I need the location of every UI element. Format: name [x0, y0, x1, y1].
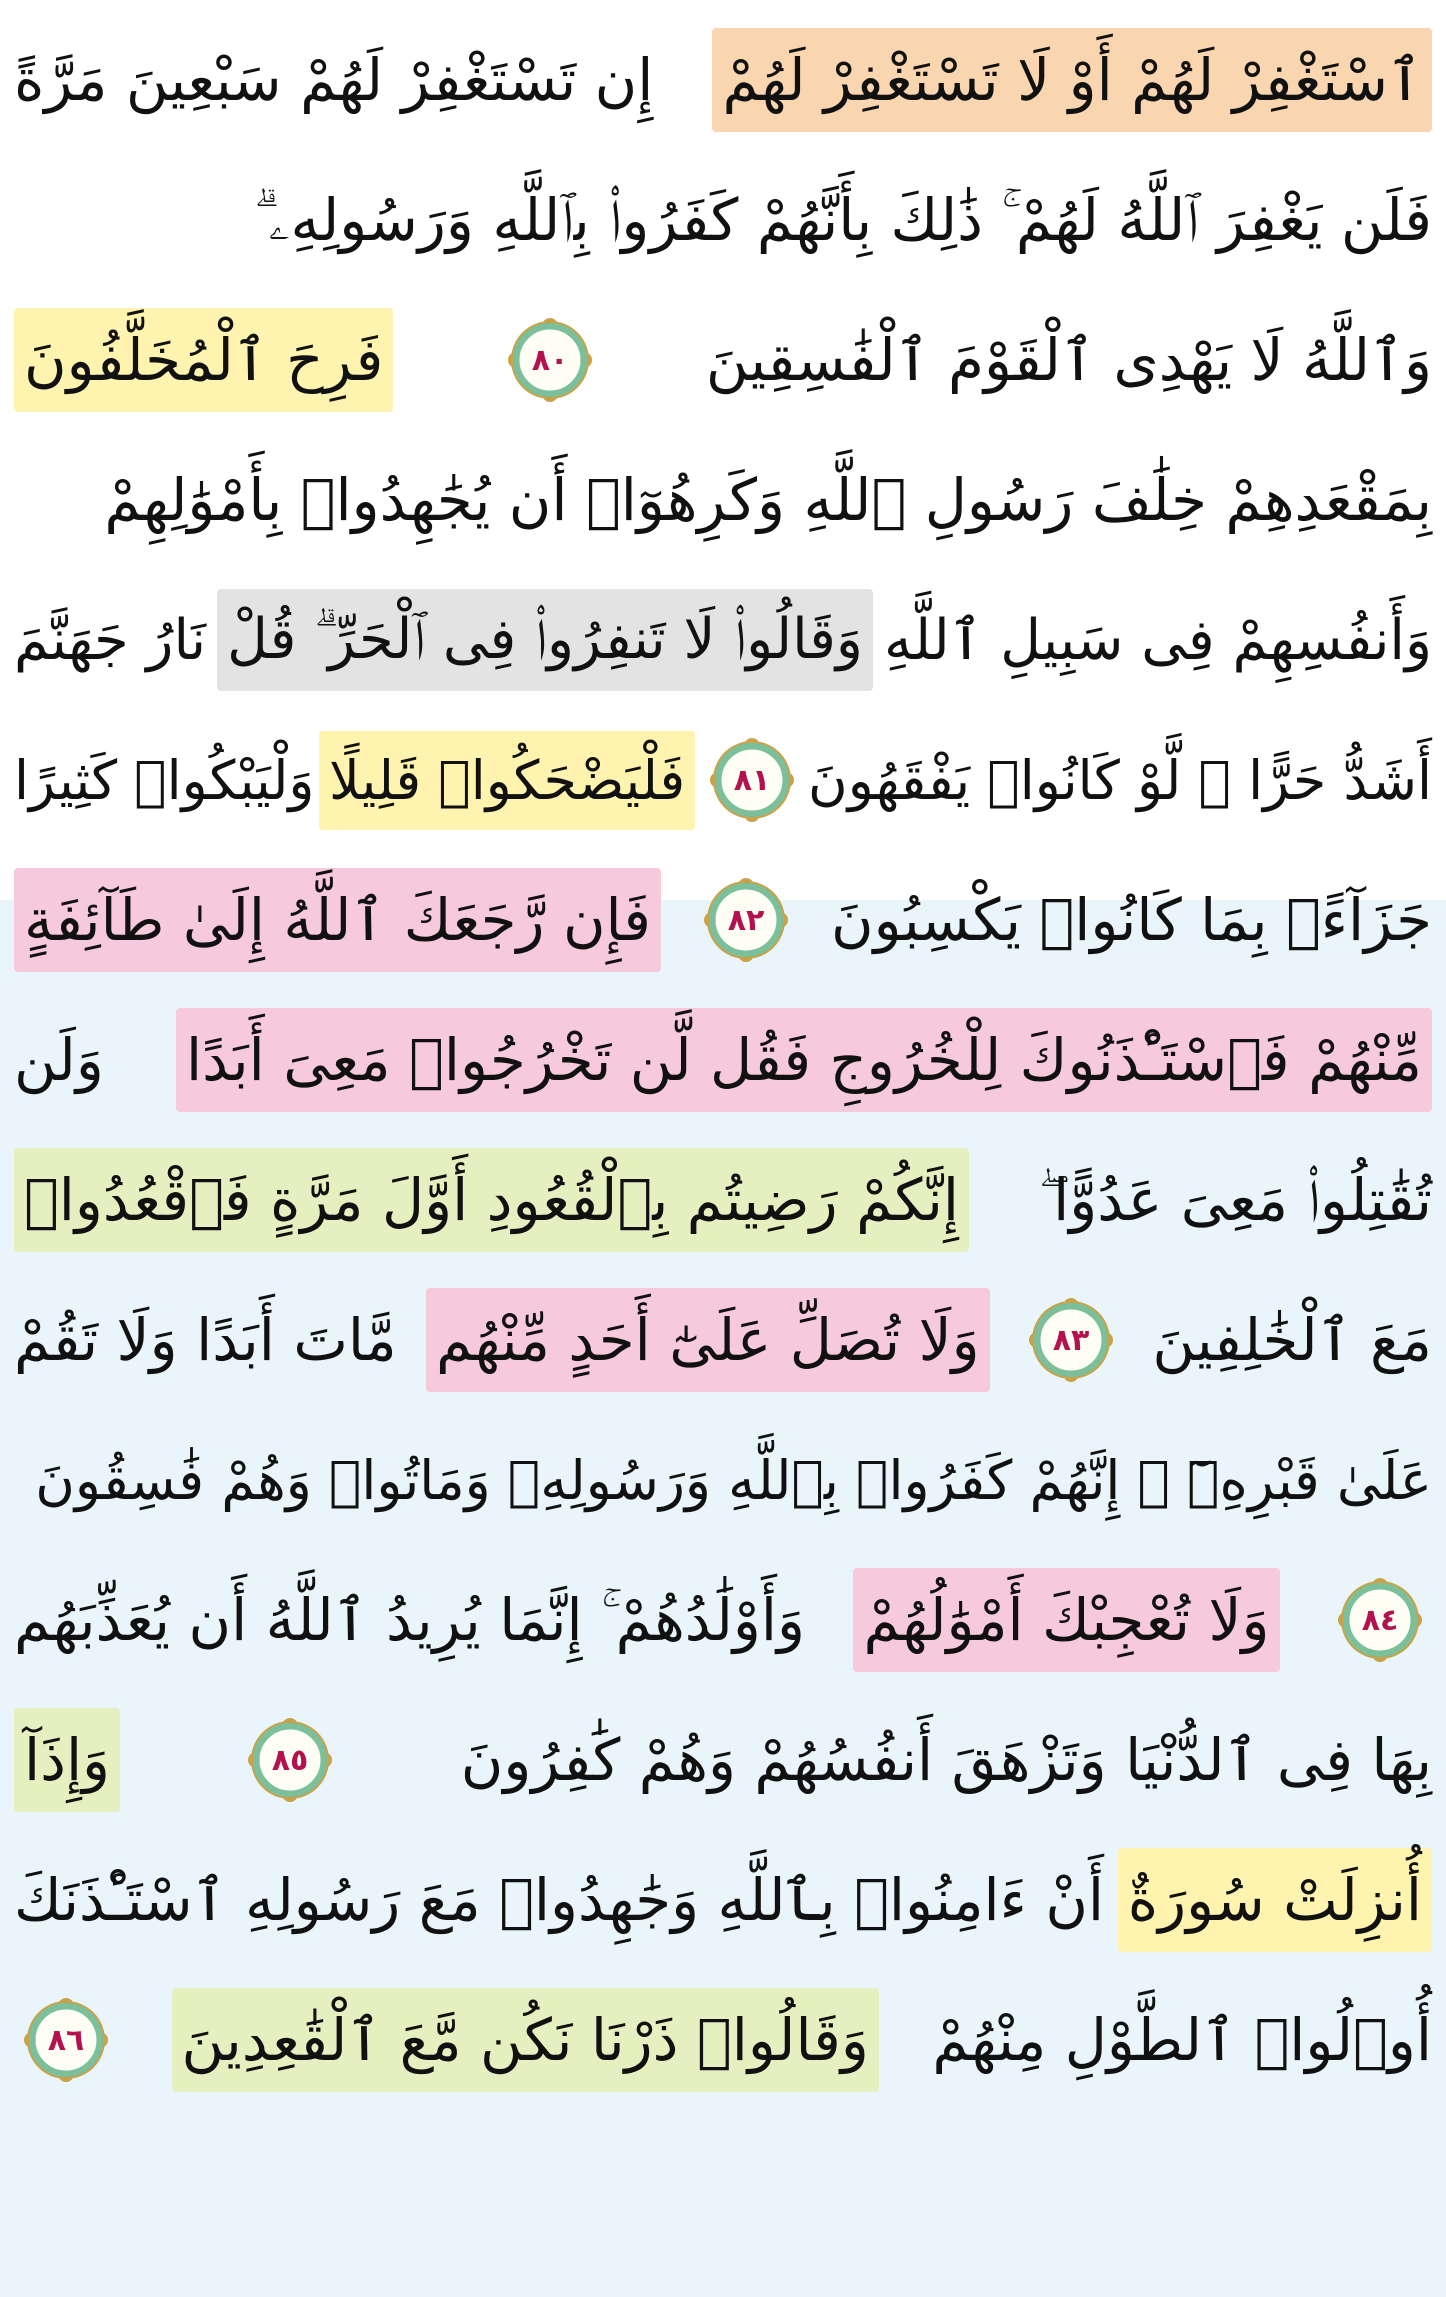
ayah-ornament-icon [246, 1716, 334, 1804]
verse-line [14, 290, 1432, 430]
highlighted-phrase: وَقَالُوا۟ لَا تَنفِرُوا۟ فِى ٱلْحَرِّ ۗ قُلْ [217, 589, 873, 691]
highlighted-phrase: وَلَا تُعْجِبْكَ أَمْوَٰلُهُمْ [853, 1568, 1279, 1672]
ayah-end-marker [702, 876, 790, 964]
verse-text: وَأَنفُسِهِمْ فِى سَبِيلِ ٱللَّهِ [884, 607, 1432, 673]
verse-line [14, 10, 1432, 150]
ayah-ornament-icon [22, 1996, 110, 2084]
verse-text: أَنْ ءَامِنُوا۟ بِٱللَّهِ وَجَٰهِدُوا۟ مَعَ رَسُولِهِ ٱسْتَـْٔذَنَكَ [14, 1866, 1105, 1934]
ayah-end-marker [22, 1996, 110, 2084]
ayah-number: ٨٠ [531, 343, 568, 378]
highlighted-phrase: وَإِذَآ [14, 1708, 120, 1812]
highlighted-phrase: فَإِن رَّجَعَكَ ٱللَّهُ إِلَىٰ طَآئِفَةٍ [14, 868, 661, 972]
verse-text: تُقَٰتِلُوا۟ مَعِىَ عَدُوًّا ۖ [1038, 1165, 1432, 1234]
highlighted-phrase: وَلَا تُصَلِّ عَلَىٰٓ أَحَدٍ مِّنْهُم [426, 1288, 990, 1392]
verse-line [14, 1830, 1432, 1970]
verse-text: وَٱللَّهُ لَا يَهْدِى ٱلْقَوْمَ ٱلْفَٰسِقِينَ [705, 326, 1432, 394]
verse-text: مَّاتَ أَبَدًا وَلَا تَقُمْ [14, 1306, 397, 1374]
ayah-ornament-icon [1336, 1576, 1424, 1664]
verse-text: بِمَقْعَدِهِمْ خِلَٰفَ رَسُولِ ٱللَّهِ وَكَرِهُوٓا۟ أَن يُجَٰهِدُوا۟ بِأَمْوَٰلِهِمْ [104, 466, 1432, 534]
verse-text: أُو۟لُوا۟ ٱلطَّوْلِ مِنْهُمْ [932, 2006, 1432, 2074]
verse-line [14, 990, 1432, 1130]
highlighted-phrase: فَلْيَضْحَكُوا۟ قَلِيلًا [319, 731, 695, 830]
verse-text: مَعَ ٱلْخَٰلِفِينَ [1152, 1306, 1432, 1374]
verse-line [14, 1410, 1432, 1550]
verse-line [14, 1270, 1432, 1410]
ayah-ornament-icon [506, 316, 594, 404]
verse-text: فَلَن يَغْفِرَ ٱللَّهُ لَهُمْ ۚ ذَٰلِكَ بِأَنَّهُمْ كَفَرُوا۟ بِٱللَّهِ وَرَسُولِهِۦ ۗ [254, 185, 1432, 254]
ayah-number: ٨٤ [1361, 1603, 1399, 1638]
verse-line [14, 850, 1432, 990]
highlighted-phrase: فَرِحَ ٱلْمُخَلَّفُونَ [14, 308, 393, 412]
verse-text: بِهَا فِى ٱلدُّنْيَا وَتَزْهَقَ أَنفُسُهُمْ وَهُمْ كَٰفِرُونَ [460, 1726, 1432, 1794]
verse-text: وَلَن [14, 1026, 104, 1094]
verse-line [14, 1550, 1432, 1690]
verse-line [14, 710, 1432, 850]
verse-text: وَأَوْلَٰدُهُمْ ۚ إِنَّمَا يُرِيدُ ٱللَّهُ أَن يُعَذِّبَهُم [14, 1585, 806, 1654]
highlighted-phrase: أُنزِلَتْ سُورَةٌ [1118, 1848, 1432, 1952]
ayah-end-marker [506, 316, 594, 404]
verse-line [14, 150, 1432, 290]
verse-line [14, 430, 1432, 570]
ayah-ornament-icon [1027, 1296, 1115, 1384]
ayah-end-marker [1336, 1576, 1424, 1664]
verse-line [14, 570, 1432, 710]
verse-text: وَلْيَبْكُوا۟ كَثِيرًا [14, 748, 315, 812]
ayah-number: ٨١ [733, 763, 770, 798]
highlighted-phrase: ٱسْتَغْفِرْ لَهُمْ أَوْ لَا تَسْتَغْفِرْ لَهُمْ [712, 28, 1432, 132]
ayah-number: ٨٢ [727, 903, 765, 938]
highlighted-phrase: وَقَالُوا۟ ذَرْنَا نَكُن مَّعَ ٱلْقَٰعِدِينَ [172, 1988, 879, 2092]
verse-text: أَشَدُّ حَرًّا ۚ لَّوْ كَانُوا۟ يَفْقَهُونَ [808, 748, 1432, 812]
verse-line [14, 1130, 1432, 1270]
verse-line [14, 1970, 1432, 2110]
highlighted-phrase: إِنَّكُمْ رَضِيتُم بِٱلْقُعُودِ أَوَّلَ مَرَّةٍ فَٱقْعُدُوا۟ [14, 1148, 969, 1252]
verse-line [14, 1690, 1432, 1830]
verse-text: جَزَآءًۢ بِمَا كَانُوا۟ يَكْسِبُونَ [831, 886, 1432, 954]
ayah-end-marker [1027, 1296, 1115, 1384]
ayah-number: ٨٦ [47, 2023, 85, 2058]
verse-text: عَلَىٰ قَبْرِهِۦٓ ۖ إِنَّهُمْ كَفَرُوا۟ بِٱللَّهِ وَرَسُولِهِۦ وَمَاتُوا۟ وَهُمْ فَٰسِقُونَ [35, 1448, 1432, 1512]
ayah-end-marker [708, 736, 796, 824]
highlighted-phrase: مِّنْهُمْ فَٱسْتَـْٔذَنُوكَ لِلْخُرُوجِ فَقُل لَّن تَخْرُجُوا۟ مَعِىَ أَبَدًا [176, 1008, 1432, 1112]
ayah-number: ٨٥ [272, 1743, 309, 1778]
ayah-ornament-icon [708, 736, 796, 824]
ayah-end-marker [246, 1716, 334, 1804]
verse-text: إِن تَسْتَغْفِرْ لَهُمْ سَبْعِينَ مَرَّةً [14, 46, 654, 114]
verse-text: نَارُ جَهَنَّمَ [14, 607, 207, 673]
ayah-ornament-icon [702, 876, 790, 964]
ayah-number: ٨٣ [1052, 1323, 1090, 1358]
